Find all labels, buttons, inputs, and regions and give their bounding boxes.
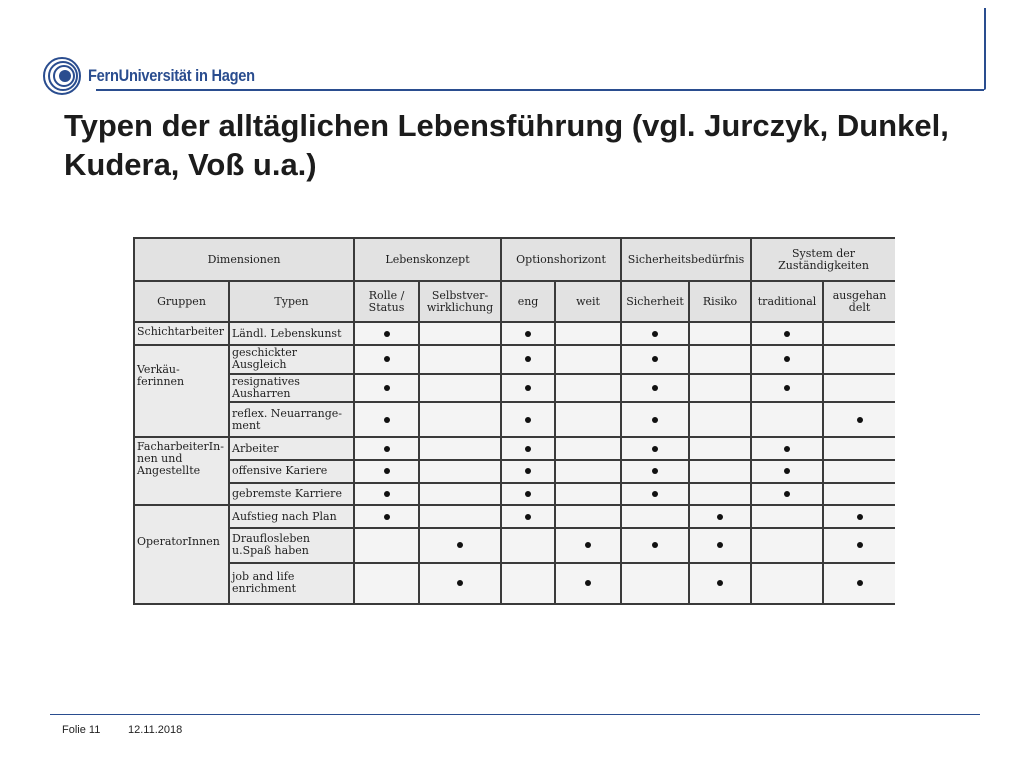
matrix-cell (419, 505, 501, 528)
bullet-mark-icon (652, 491, 658, 497)
matrix-cell (354, 402, 419, 437)
footer-rule (50, 714, 980, 715)
bullet-mark-icon (384, 356, 390, 362)
lifestyle-types-table (133, 237, 895, 605)
type-label: Ländl. Lebenskunst (229, 322, 354, 345)
table-row (134, 563, 895, 604)
dimension-group-header: Lebenskonzept (354, 238, 501, 281)
matrix-cell (555, 483, 621, 506)
bullet-mark-icon (525, 468, 531, 474)
type-label: geschickter Ausgleich (229, 345, 354, 374)
matrix-cell (354, 437, 419, 460)
bullet-mark-icon (784, 446, 790, 452)
matrix-cell (621, 345, 689, 374)
sub-header: traditional (751, 281, 823, 322)
matrix-cell (751, 528, 823, 563)
bullet-mark-icon (717, 580, 723, 586)
bullet-mark-icon (784, 491, 790, 497)
dimension-group-header: System der Zuständigkeiten (751, 238, 895, 281)
matrix-cell (621, 322, 689, 345)
matrix-cell (689, 563, 751, 604)
group-label: FacharbeiterIn-nen und Angestellte (134, 437, 229, 505)
matrix-cell (501, 437, 555, 460)
matrix-cell (501, 528, 555, 563)
header-corner-rule (984, 8, 986, 90)
matrix-cell (419, 528, 501, 563)
type-label: gebremste Karriere (229, 483, 354, 506)
globe-logo-icon (42, 56, 82, 96)
bullet-mark-icon (384, 417, 390, 423)
matrix-cell (751, 563, 823, 604)
matrix-cell (751, 374, 823, 403)
bullet-mark-icon (857, 542, 863, 548)
matrix-cell (419, 563, 501, 604)
type-label: Arbeiter (229, 437, 354, 460)
bullet-mark-icon (784, 331, 790, 337)
table-row (134, 374, 895, 403)
matrix-cell (751, 505, 823, 528)
groups-header: Gruppen (134, 281, 229, 322)
matrix-cell (621, 437, 689, 460)
bullet-mark-icon (457, 542, 463, 548)
matrix-cell (419, 345, 501, 374)
matrix-cell (689, 437, 751, 460)
bullet-mark-icon (585, 542, 591, 548)
matrix-cell (501, 322, 555, 345)
bullet-mark-icon (652, 331, 658, 337)
matrix-cell (501, 505, 555, 528)
bullet-mark-icon (384, 491, 390, 497)
dimension-group-header: Optionshorizont (501, 238, 621, 281)
matrix-cell (354, 322, 419, 345)
matrix-cell (621, 374, 689, 403)
matrix-cell (689, 528, 751, 563)
bullet-mark-icon (784, 385, 790, 391)
matrix-cell (555, 374, 621, 403)
matrix-cell (621, 402, 689, 437)
matrix-cell (419, 402, 501, 437)
matrix-cell (823, 374, 895, 403)
matrix-cell (555, 402, 621, 437)
table-row (134, 460, 895, 483)
bullet-mark-icon (652, 385, 658, 391)
matrix-cell (689, 483, 751, 506)
matrix-cell (751, 402, 823, 437)
matrix-cell (419, 322, 501, 345)
bullet-mark-icon (717, 542, 723, 548)
table-row (134, 528, 895, 563)
bullet-mark-icon (857, 514, 863, 520)
matrix-cell (689, 345, 751, 374)
sub-header: Selbstver-wirklichung (419, 281, 501, 322)
matrix-cell (555, 460, 621, 483)
bullet-mark-icon (525, 491, 531, 497)
matrix-cell (354, 483, 419, 506)
matrix-cell (751, 483, 823, 506)
table-row (134, 505, 895, 528)
matrix-cell (621, 563, 689, 604)
matrix-cell (823, 563, 895, 604)
matrix-cell (689, 505, 751, 528)
matrix-cell (501, 563, 555, 604)
bullet-mark-icon (525, 385, 531, 391)
matrix-cell (823, 345, 895, 374)
matrix-cell (689, 322, 751, 345)
bullet-mark-icon (717, 514, 723, 520)
bullet-mark-icon (525, 417, 531, 423)
matrix-cell (555, 505, 621, 528)
sub-header: Rolle / Status (354, 281, 419, 322)
matrix-cell (621, 528, 689, 563)
matrix-cell (354, 460, 419, 483)
sub-header: ausgehan delt (823, 281, 895, 322)
types-header: Typen (229, 281, 354, 322)
type-label: Aufstieg nach Plan (229, 505, 354, 528)
matrix-cell (555, 563, 621, 604)
bullet-mark-icon (784, 356, 790, 362)
slide-title: Typen der alltäglichen Lebensführung (vgl. Jurczyk, Dunkel, Kudera, Voß u.a.) (64, 108, 949, 182)
matrix-cell (621, 505, 689, 528)
matrix-cell (354, 505, 419, 528)
bullet-mark-icon (384, 385, 390, 391)
matrix-cell (689, 460, 751, 483)
table-row (134, 345, 895, 374)
bullet-mark-icon (585, 580, 591, 586)
bullet-mark-icon (525, 514, 531, 520)
sub-header: Sicherheit (621, 281, 689, 322)
matrix-cell (501, 374, 555, 403)
table-row (134, 437, 895, 460)
matrix-cell (501, 402, 555, 437)
dimensions-header: Dimensionen (134, 238, 354, 281)
bullet-mark-icon (857, 580, 863, 586)
bullet-mark-icon (525, 356, 531, 362)
bullet-mark-icon (784, 468, 790, 474)
matrix-cell (354, 563, 419, 604)
table-row (134, 322, 895, 345)
group-label: OperatorInnen (134, 505, 229, 604)
bullet-mark-icon (525, 446, 531, 452)
group-label: Verkäu-ferinnen (134, 345, 229, 438)
matrix-cell (501, 483, 555, 506)
matrix-cell (823, 437, 895, 460)
bullet-mark-icon (384, 331, 390, 337)
scanned-table-image (133, 237, 895, 605)
matrix-cell (419, 460, 501, 483)
matrix-cell (354, 345, 419, 374)
matrix-cell (419, 437, 501, 460)
matrix-cell (501, 460, 555, 483)
table-row (134, 402, 895, 437)
bullet-mark-icon (652, 542, 658, 548)
matrix-cell (354, 374, 419, 403)
bullet-mark-icon (384, 468, 390, 474)
bullet-mark-icon (857, 417, 863, 423)
bullet-mark-icon (384, 446, 390, 452)
group-label: Schichtarbeiter (134, 322, 229, 345)
type-label: Drauflosleben u.Spaß haben (229, 528, 354, 563)
matrix-cell (823, 322, 895, 345)
matrix-cell (751, 345, 823, 374)
bullet-mark-icon (457, 580, 463, 586)
dimension-group-header: Sicherheitsbedürfnis (621, 238, 751, 281)
matrix-cell (823, 483, 895, 506)
matrix-cell (419, 483, 501, 506)
matrix-cell (354, 528, 419, 563)
matrix-cell (823, 528, 895, 563)
matrix-cell (621, 460, 689, 483)
bullet-mark-icon (652, 468, 658, 474)
logo-text: FernUniversität in Hagen (88, 66, 255, 85)
matrix-cell (689, 374, 751, 403)
matrix-cell (823, 402, 895, 437)
matrix-cell (621, 483, 689, 506)
table-row (134, 483, 895, 506)
matrix-cell (823, 460, 895, 483)
matrix-cell (419, 374, 501, 403)
type-label: reflex. Neuarrange-ment (229, 402, 354, 437)
matrix-cell (555, 345, 621, 374)
slide-date: 12.11.2018 (128, 724, 183, 736)
bullet-mark-icon (652, 417, 658, 423)
type-label: resignatives Ausharren (229, 374, 354, 403)
type-label: offensive Kariere (229, 460, 354, 483)
sub-header: weit (555, 281, 621, 322)
slide-number: Folie 11 (62, 724, 101, 736)
matrix-cell (555, 528, 621, 563)
bullet-mark-icon (652, 446, 658, 452)
bullet-mark-icon (384, 514, 390, 520)
type-label: job and life enrichment (229, 563, 354, 604)
matrix-cell (555, 437, 621, 460)
bullet-mark-icon (652, 356, 658, 362)
matrix-cell (689, 402, 751, 437)
matrix-cell (555, 322, 621, 345)
sub-header: Risiko (689, 281, 751, 322)
matrix-cell (751, 437, 823, 460)
matrix-cell (823, 505, 895, 528)
bullet-mark-icon (525, 331, 531, 337)
matrix-cell (751, 460, 823, 483)
matrix-cell (501, 345, 555, 374)
sub-header: eng (501, 281, 555, 322)
university-logo (42, 56, 282, 96)
matrix-cell (751, 322, 823, 345)
